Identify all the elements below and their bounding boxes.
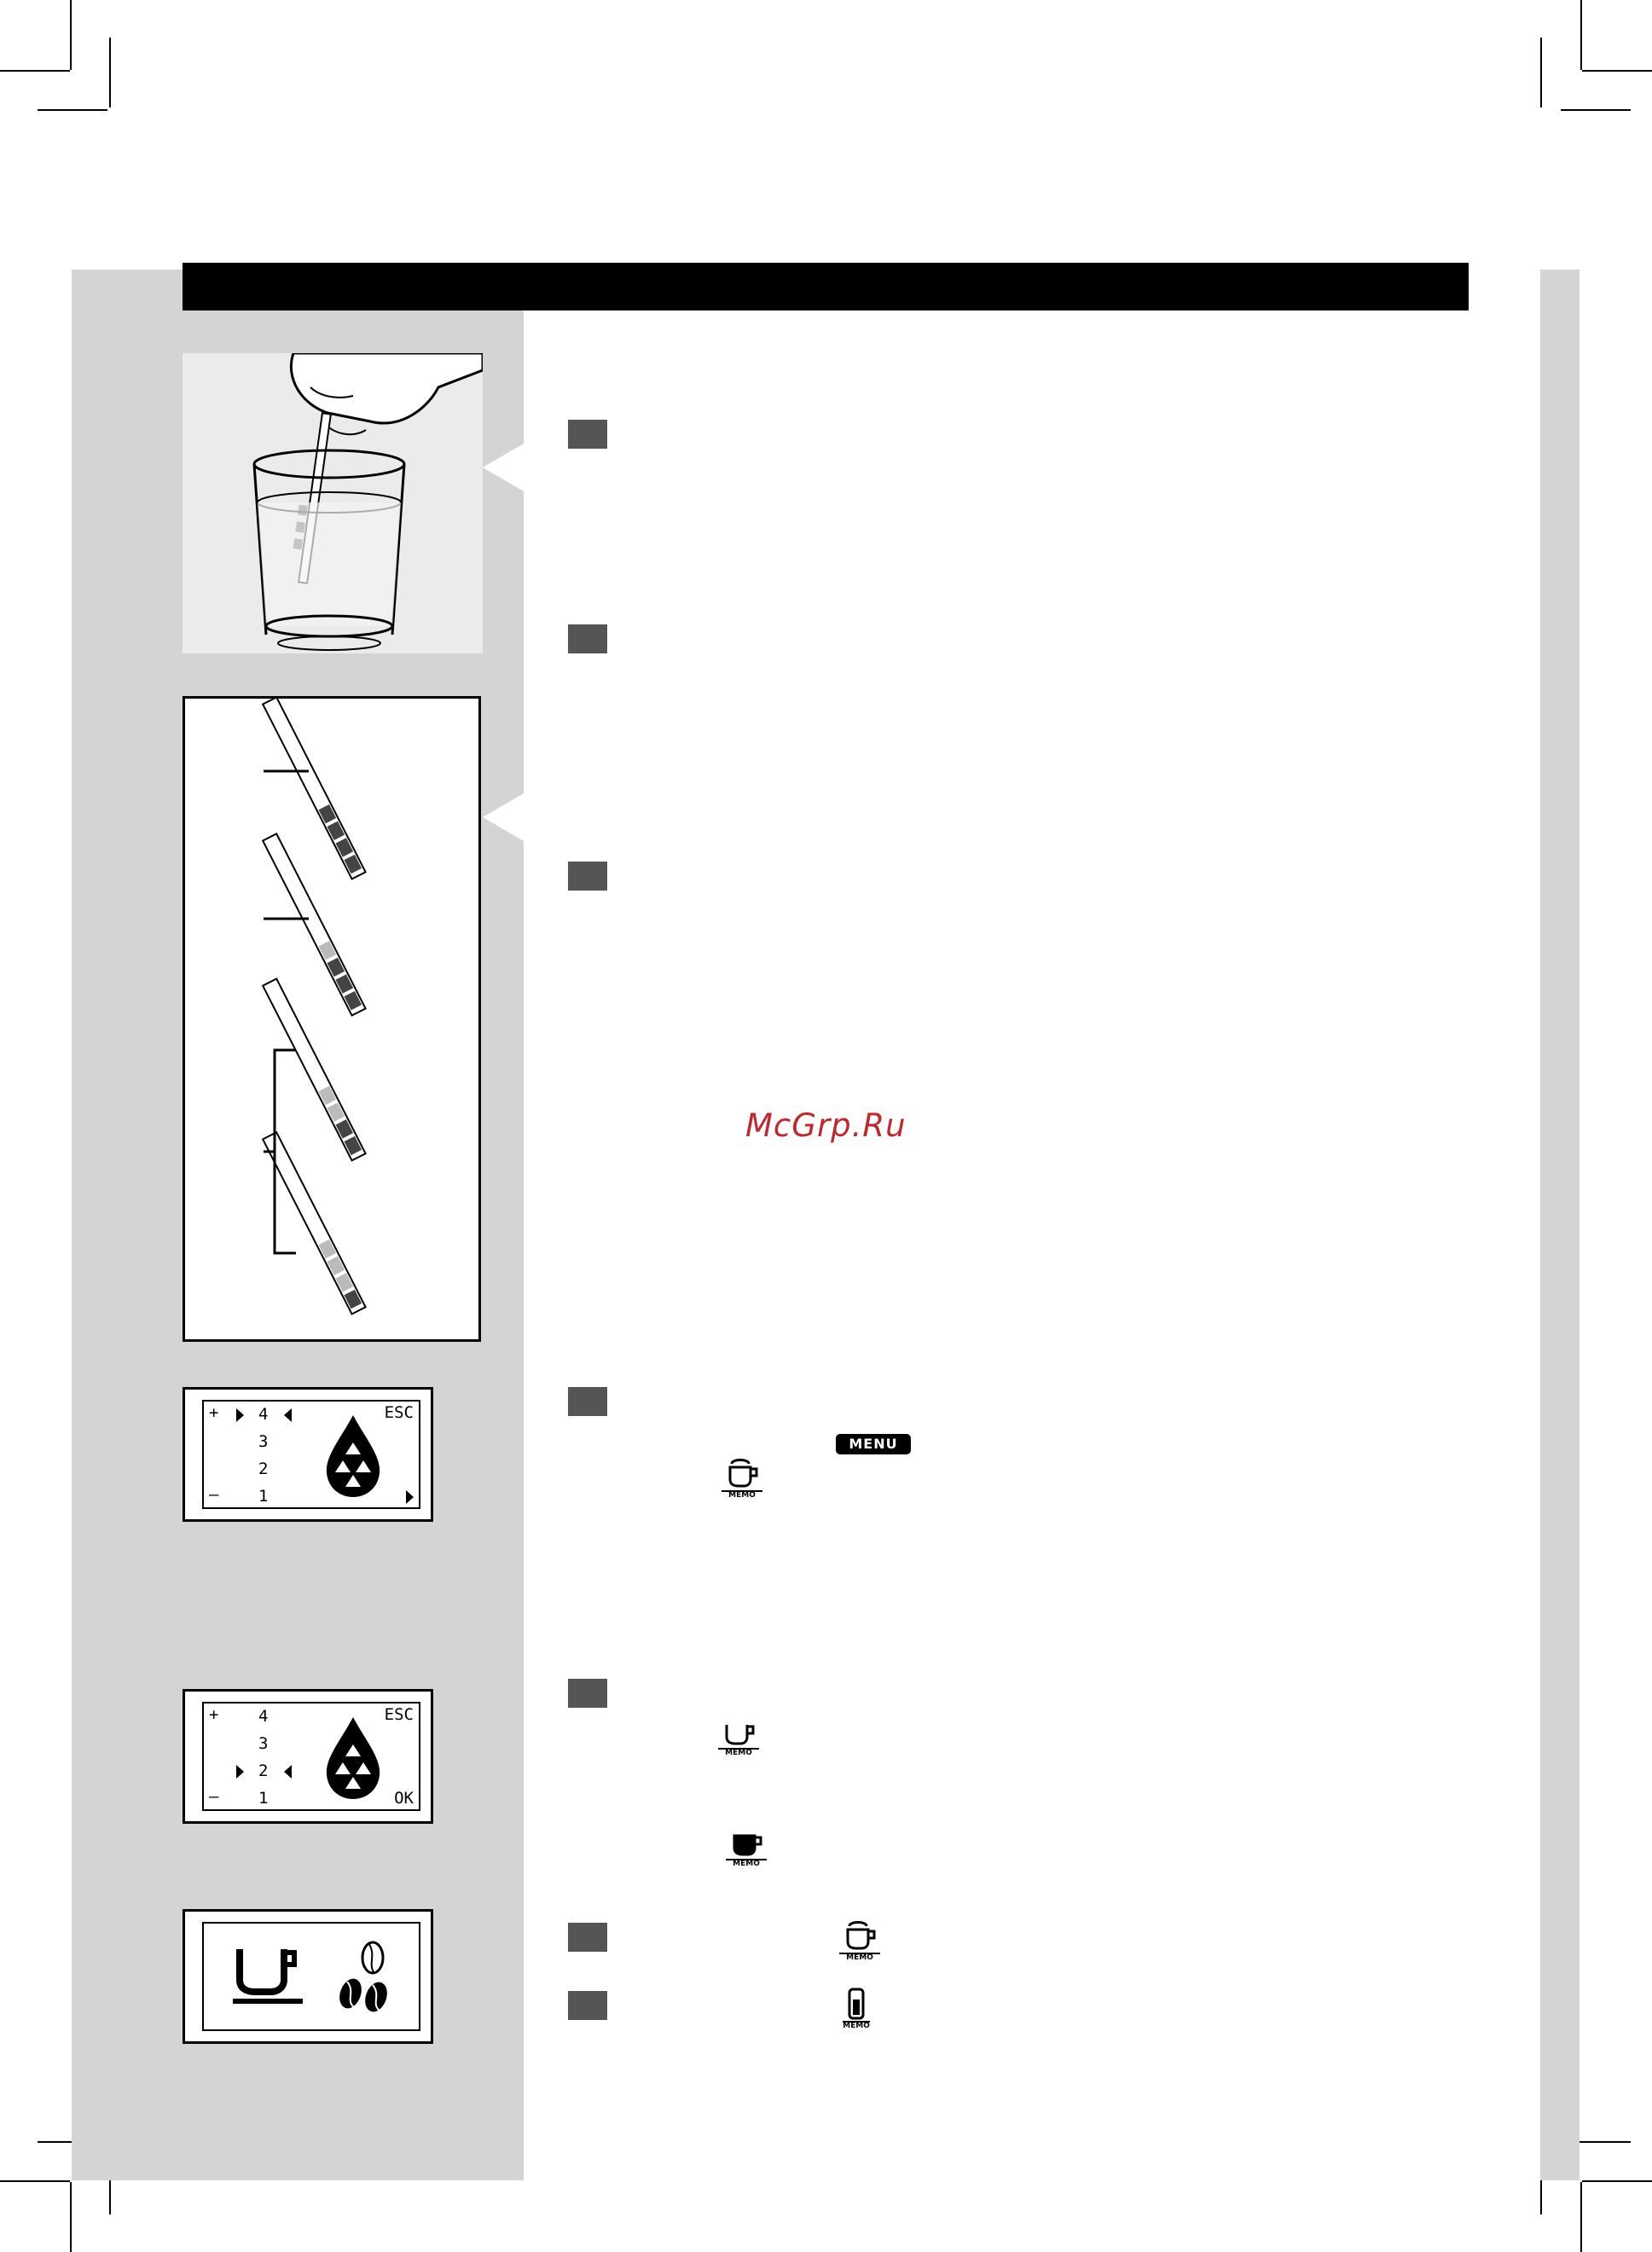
page-header-bar	[183, 263, 1469, 311]
lcd-display	[202, 1702, 420, 1811]
crop-mark	[1582, 2180, 1652, 2182]
lcd-screen-ready	[183, 1909, 433, 2044]
crop-mark	[1580, 0, 1582, 70]
selector-right-arrow-icon	[284, 1408, 292, 1422]
level-1: 1	[258, 1487, 269, 1506]
selector-left-arrow-icon	[236, 1765, 244, 1779]
water-test-illustration	[183, 353, 483, 653]
menu-button[interactable]: MENU	[836, 1434, 911, 1454]
memo-caption: MEMO	[728, 1491, 756, 1500]
esc-label: ESC	[384, 1403, 414, 1422]
next-arrow-icon	[406, 1490, 414, 1504]
selector-right-arrow-icon	[284, 1765, 292, 1779]
memo-caption: MEMO	[733, 1860, 760, 1868]
lcd-screen-hardness-confirm	[183, 1689, 433, 1824]
crop-mark	[0, 70, 70, 72]
memo-cup-icon	[716, 1455, 768, 1493]
lcd-display	[202, 1922, 420, 2031]
memo-milk-button[interactable]	[831, 1986, 882, 2034]
cup-icon	[233, 1946, 310, 2005]
lcd-screen-hardness-select	[183, 1387, 433, 1522]
step-box-7	[568, 1991, 607, 2020]
memo-cup-icon	[834, 1918, 885, 1955]
ok-label: OK	[394, 1789, 414, 1808]
memo-cup-icon	[721, 1824, 772, 1861]
level-2: 2	[258, 1762, 269, 1780]
memo-cup-button[interactable]	[716, 1455, 768, 1503]
selector-left-arrow-icon	[236, 1408, 244, 1422]
crop-mark	[0, 2180, 70, 2182]
glass-with-strip-illustration	[183, 353, 483, 653]
step-box-3	[568, 862, 607, 891]
step-box-1	[568, 420, 607, 449]
water-drop-icon	[323, 1715, 383, 1801]
crop-mark	[1561, 109, 1631, 111]
pointer-notch	[483, 444, 524, 491]
memo-caption: MEMO	[725, 1749, 752, 1757]
step-box-6	[568, 1923, 607, 1952]
level-2: 2	[258, 1460, 269, 1478]
level-1: 1	[258, 1789, 269, 1808]
pointer-notch	[483, 793, 524, 841]
level-4: 4	[258, 1707, 269, 1726]
crop-mark	[1582, 70, 1652, 72]
watermark: McGrp.Ru	[745, 1107, 907, 1144]
plus-symbol: +	[209, 1705, 219, 1724]
test-strips-graphic	[185, 699, 478, 1339]
test-strip-chart-illustration	[183, 696, 481, 1342]
water-drop-icon	[323, 1413, 383, 1499]
memo-caption: MEMO	[846, 1953, 873, 1962]
level-3: 3	[258, 1734, 269, 1753]
memo-milk-icon	[831, 1986, 882, 2023]
crop-mark	[70, 0, 72, 70]
lcd-display	[202, 1400, 420, 1509]
esc-label: ESC	[384, 1705, 414, 1724]
step-box-4	[568, 1387, 607, 1416]
crop-mark	[1580, 2182, 1582, 2252]
plus-symbol: +	[209, 1403, 219, 1422]
crop-mark	[1540, 38, 1542, 107]
crop-mark	[70, 2182, 72, 2252]
step-box-2	[568, 624, 607, 653]
memo-cup-button[interactable]	[721, 1824, 772, 1872]
memo-cup-button[interactable]	[834, 1918, 885, 1965]
step-box-5	[568, 1679, 607, 1708]
right-sidebar-panel	[1540, 270, 1580, 2180]
crop-mark	[109, 38, 111, 107]
minus-symbol: –	[209, 1485, 219, 1504]
minus-symbol: –	[209, 1787, 219, 1806]
memo-cup-icon	[713, 1713, 764, 1750]
level-3: 3	[258, 1432, 269, 1451]
memo-cup-button[interactable]	[713, 1713, 764, 1761]
memo-caption: MEMO	[843, 2022, 870, 2030]
coffee-beans-icon	[332, 1939, 400, 2016]
crop-mark	[38, 109, 107, 111]
level-4: 4	[258, 1405, 269, 1424]
